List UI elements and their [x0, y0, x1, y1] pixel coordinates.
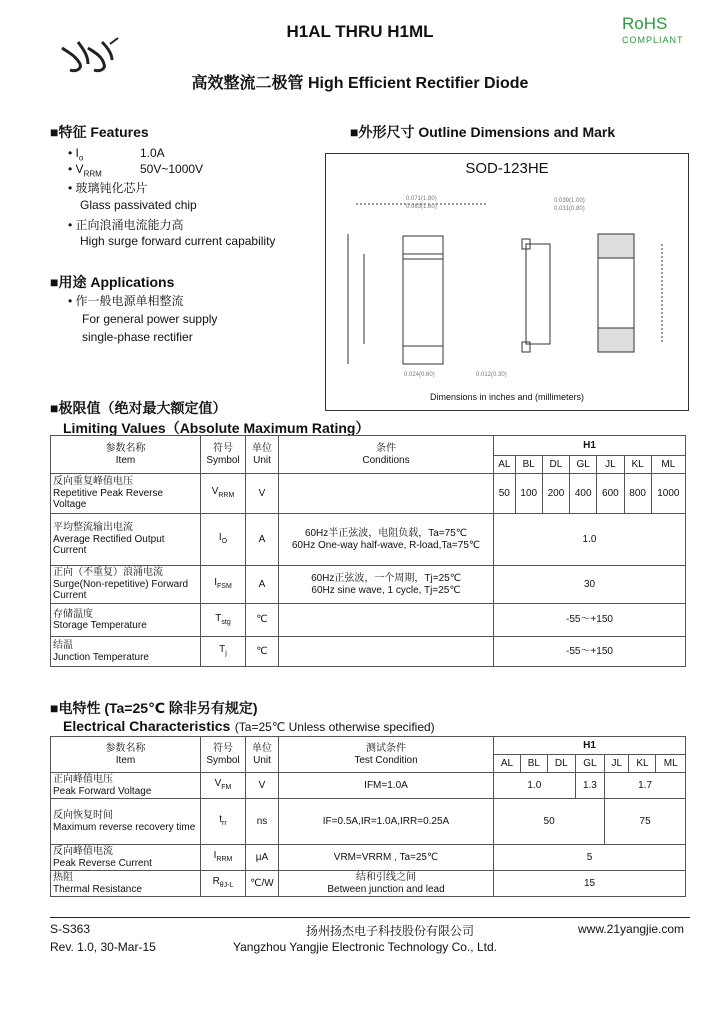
- feature-surge-en: High surge forward current capability: [80, 234, 276, 248]
- group-h1: H1: [494, 436, 686, 456]
- applications-heading: ■用途 Applications: [50, 274, 175, 290]
- package-outline-drawing: [326, 184, 688, 384]
- limiting-heading-cn: ■极限值（绝对最大额定值）: [50, 400, 227, 416]
- svg-text:0.071(1.80): 0.071(1.80): [406, 196, 437, 202]
- col-conditions: 条件 Conditions: [279, 436, 494, 474]
- col-unit: 单位 Unit: [246, 436, 279, 474]
- table-row: 平均整流输出电流 Average Rectified Output Current $I_O$ A 60Hz半正弦波，电阻负载，Ta=75℃ 60Hz One-way half-wave, R-load,Ta=75℃ 1.0: [51, 514, 686, 566]
- feature-io-value: 1.0A: [140, 146, 165, 160]
- variant-kl: KL: [624, 456, 651, 474]
- feature-surge-cn: • 正向浪涌电流能力高: [68, 218, 184, 232]
- page-subtitle: 高效整流二极管 High Efficient Rectifier Diode: [191, 75, 529, 92]
- variant-ml: ML: [651, 456, 685, 474]
- limiting-heading-en: Limiting Values（Absolute Maximum Rating）: [63, 420, 370, 436]
- page-title: H1AL THRU H1ML: [286, 22, 434, 41]
- col-symbol: 符号 Symbol: [201, 436, 246, 474]
- package-name: SOD-123HE: [465, 160, 549, 177]
- variant-dl: DL: [542, 456, 569, 474]
- dimension-note: Dimensions in inches and (millimeters): [429, 392, 585, 402]
- table-row: 反向恢复时间 Maximum reverse recovery time $t_{rr}$ ns IF=0.5A,IR=1.0A,IRR=0.25A 50 75: [51, 799, 686, 845]
- table-row: 正向（不重复）浪涌电流 Surge(Non-repetitive) Forward Current $I_{FSM}$ A 60Hz正弦波，一个周期，Tj=25℃ 60Hz sine wave, 1 cycle, Tj=25℃ 30: [51, 566, 686, 604]
- company-en: Yangzhou Yangjie Electronic Technology Co., Ltd.: [233, 940, 497, 954]
- feature-vrrm: • $V_{RRM}$: [68, 162, 102, 179]
- doc-number: S-S363: [50, 922, 91, 936]
- features-heading: ■特征 Features: [50, 124, 149, 140]
- feature-glass-en: Glass passivated chip: [80, 198, 197, 212]
- svg-text:0.012(0.30): 0.012(0.30): [476, 372, 507, 378]
- feature-vrrm-value: 50V~1000V: [140, 162, 204, 176]
- revision: Rev. 1.0, 30-Mar-15: [50, 940, 156, 954]
- package-drawing-frame: [325, 153, 689, 411]
- table-row: 反向峰值电流 Peak Reverse Current $I_{RRM}$ μA VRM=VRRM , Ta=25℃ 5: [51, 845, 686, 871]
- outline-heading: ■外形尺寸 Outline Dimensions and Mark: [350, 124, 616, 140]
- limiting-values-table: [50, 435, 686, 667]
- applications-en1: For general power supply: [82, 312, 218, 326]
- svg-text:0.031(0.80): 0.031(0.80): [554, 206, 585, 212]
- table-row: 结温 Junction Temperature $T_j$ ℃ -55～+150: [51, 637, 686, 667]
- variant-al: AL: [494, 456, 516, 474]
- svg-text:0.024(0.60): 0.024(0.60): [404, 372, 435, 378]
- table-row: 存储温度 Storage Temperature $T_{stg}$ ℃ -55～+150: [51, 604, 686, 637]
- electrical-characteristics-table: 参数名称 Item 符号 Symbol 单位 Unit 测试条件 Test Condition H1 AL BL DL GL JL KL ML 正向峰值电压 Peak Forward Voltage $V_{FM}$ V IFM=1.0A 1.0 1.3 1.7 反向恢复时间 Maximum reverse recovery time $t_{rr}$ ns IF=0.5A,IR=1.0A,IRR=0.25A 50 75 反向峰值电流 Peak Reverse Current $I_{RRM}$ μA VRM=VRRM , Ta=25℃ 5 热阻 Thermal Resistance $R_{\theta J-L}$ ℃/W 结和引线之间 Between junction and lead 15: [50, 736, 686, 897]
- electrical-heading-cn: ■电特性 (Ta=25℃ 除非另有规定): [50, 700, 258, 716]
- table-row: 热阻 Thermal Resistance $R_{\theta J-L}$ ℃/W 结和引线之间 Between junction and lead 15: [51, 871, 686, 897]
- footer-divider: [50, 917, 690, 918]
- applications-en2: single-phase rectifier: [82, 330, 193, 344]
- applications-cn: • 作一般电源单相整流: [68, 294, 184, 308]
- rohs-mark: RoHS: [622, 14, 668, 33]
- variant-bl: BL: [515, 456, 542, 474]
- feature-io: • $I_o$: [68, 146, 84, 163]
- company-cn: 扬州扬杰电子科技股份有限公司: [305, 924, 474, 938]
- svg-text:0.063(1.60): 0.063(1.60): [406, 204, 437, 210]
- svg-text:0.039(1.00): 0.039(1.00): [554, 198, 585, 204]
- table-row: 反向重复峰值电压 Repetitive Peak Reverse Voltage $V_{RRM}$ V 50 100 200 400 600 800 1000: [51, 474, 686, 514]
- rohs-compliant: COMPLIANT: [622, 35, 684, 45]
- electrical-heading-en-line: Electrical Characteristics (Ta=25℃ Unless otherwise specified): [63, 718, 435, 734]
- variant-gl: GL: [570, 456, 597, 474]
- col-item: 参数名称 Item: [51, 436, 201, 474]
- website-link[interactable]: www.21yangjie.com: [578, 922, 685, 936]
- variant-jl: JL: [597, 456, 624, 474]
- table-row: 正向峰值电压 Peak Forward Voltage $V_{FM}$ V IFM=1.0A 1.0 1.3 1.7: [51, 773, 686, 799]
- feature-glass-cn: • 玻璃钝化芯片: [68, 181, 148, 195]
